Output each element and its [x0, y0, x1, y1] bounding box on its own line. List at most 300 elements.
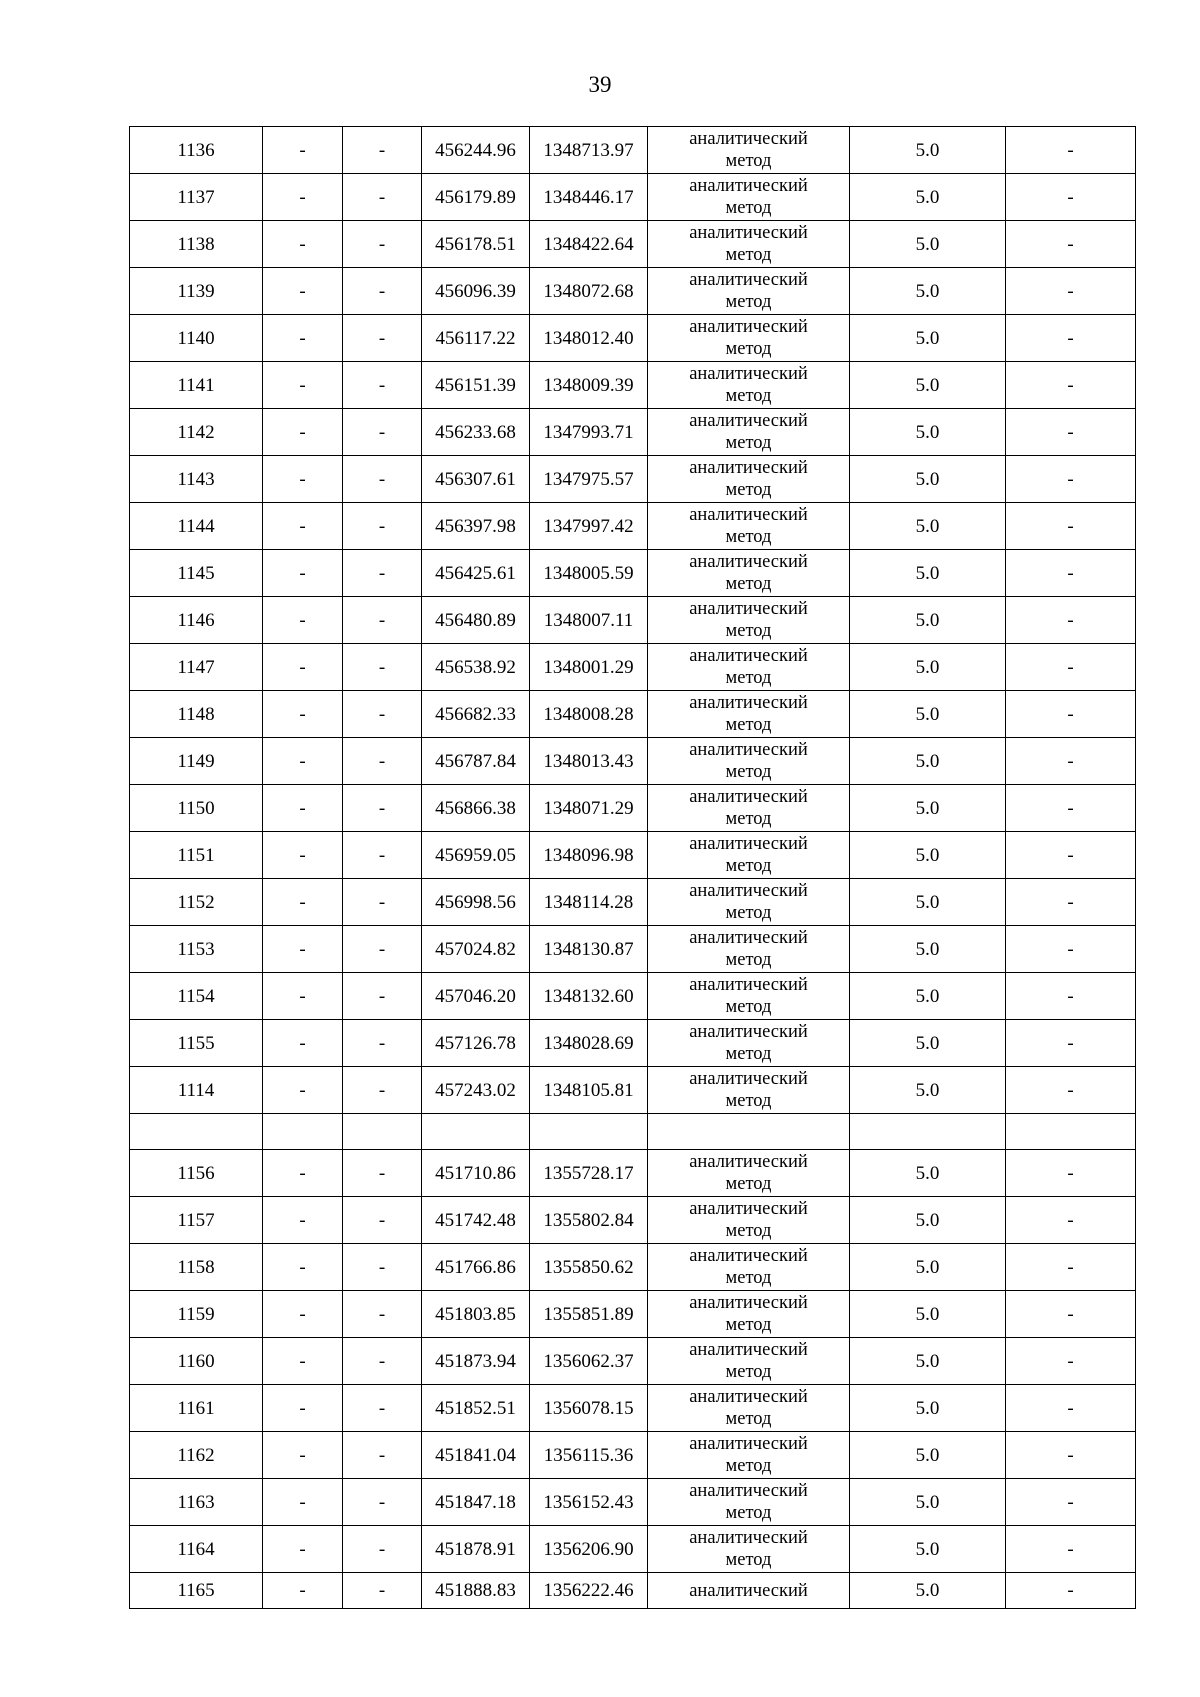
- method-line-1: аналитический: [689, 646, 808, 666]
- point-number-cell: 1141: [130, 362, 263, 409]
- column-3-cell: -: [343, 644, 422, 691]
- empty-cell: [263, 1114, 343, 1150]
- column-2-cell: -: [263, 832, 343, 879]
- point-number-cell: 1136: [130, 127, 263, 174]
- method-cell: [648, 1150, 850, 1197]
- table-row: [130, 644, 1136, 691]
- x-coordinate-cell: 451888.83: [422, 1573, 530, 1609]
- point-number-cell: 1143: [130, 456, 263, 503]
- method-line-2: метод: [725, 1315, 772, 1335]
- accuracy-cell: 5.0: [850, 315, 1006, 362]
- y-coordinate-cell: 1348446.17: [530, 174, 648, 221]
- column-8-cell: -: [1006, 1479, 1136, 1526]
- method-line-1: аналитический: [689, 223, 808, 243]
- empty-cell: [343, 1114, 422, 1150]
- column-2-cell: -: [263, 362, 343, 409]
- method-line-1: аналитический: [689, 740, 808, 760]
- blank-row: [130, 1114, 1136, 1150]
- y-coordinate-cell: 1347993.71: [530, 409, 648, 456]
- y-coordinate-cell: 1348105.81: [530, 1067, 648, 1114]
- accuracy-cell: 5.0: [850, 1338, 1006, 1385]
- table-row: [130, 879, 1136, 926]
- method-line-1: аналитический: [689, 1434, 808, 1454]
- method-line-1: аналитический: [689, 787, 808, 807]
- accuracy-cell: 5.0: [850, 597, 1006, 644]
- column-2-cell: -: [263, 174, 343, 221]
- column-8-cell: -: [1006, 550, 1136, 597]
- x-coordinate-cell: 457126.78: [422, 1020, 530, 1067]
- column-2-cell: -: [263, 1020, 343, 1067]
- column-8-cell: -: [1006, 832, 1136, 879]
- column-2-cell: -: [263, 550, 343, 597]
- table-row: [130, 315, 1136, 362]
- column-8-cell: -: [1006, 268, 1136, 315]
- column-8-cell: -: [1006, 362, 1136, 409]
- method-cell: [648, 926, 850, 973]
- point-number-cell: 1162: [130, 1432, 263, 1479]
- column-3-cell: -: [343, 926, 422, 973]
- y-coordinate-cell: 1347975.57: [530, 456, 648, 503]
- x-coordinate-cell: 451852.51: [422, 1385, 530, 1432]
- accuracy-cell: 5.0: [850, 785, 1006, 832]
- column-2-cell: -: [263, 1067, 343, 1114]
- x-coordinate-cell: 456959.05: [422, 832, 530, 879]
- method-line-2: метод: [725, 1044, 772, 1064]
- method-line-2: метод: [725, 950, 772, 970]
- method-line-1: аналитический: [689, 928, 808, 948]
- table-row: [130, 174, 1136, 221]
- method-line-2: метод: [725, 1550, 772, 1570]
- method-line-1: аналитический: [689, 505, 808, 525]
- method-cell: [648, 409, 850, 456]
- method-line-2: метод: [725, 1221, 772, 1241]
- column-2-cell: -: [263, 503, 343, 550]
- x-coordinate-cell: 451803.85: [422, 1291, 530, 1338]
- point-number-cell: 1137: [130, 174, 263, 221]
- x-coordinate-cell: 457046.20: [422, 973, 530, 1020]
- point-number-cell: 1151: [130, 832, 263, 879]
- point-number-cell: 1142: [130, 409, 263, 456]
- column-3-cell: -: [343, 127, 422, 174]
- column-2-cell: -: [263, 409, 343, 456]
- y-coordinate-cell: 1348114.28: [530, 879, 648, 926]
- table-row: [130, 1150, 1136, 1197]
- column-8-cell: -: [1006, 879, 1136, 926]
- method-line-2: метод: [725, 762, 772, 782]
- y-coordinate-cell: 1348009.39: [530, 362, 648, 409]
- table-row: [130, 221, 1136, 268]
- y-coordinate-cell: 1348028.69: [530, 1020, 648, 1067]
- column-8-cell: -: [1006, 409, 1136, 456]
- method-line-1: аналитический: [689, 834, 808, 854]
- method-cell: [648, 362, 850, 409]
- point-number-cell: 1163: [130, 1479, 263, 1526]
- method-cell: [648, 1067, 850, 1114]
- y-coordinate-cell: 1356115.36: [530, 1432, 648, 1479]
- method-cell: [648, 1338, 850, 1385]
- accuracy-cell: 5.0: [850, 738, 1006, 785]
- column-2-cell: -: [263, 1150, 343, 1197]
- column-8-cell: -: [1006, 221, 1136, 268]
- method-line-2: метод: [725, 809, 772, 829]
- method-line-2: метод: [725, 621, 772, 641]
- method-line-2: метод: [725, 292, 772, 312]
- table-row: [130, 973, 1136, 1020]
- method-line-2: метод: [725, 715, 772, 735]
- method-line-2: метод: [725, 386, 772, 406]
- x-coordinate-cell: 451710.86: [422, 1150, 530, 1197]
- column-2-cell: -: [263, 926, 343, 973]
- y-coordinate-cell: 1348072.68: [530, 268, 648, 315]
- method-line-2: метод: [725, 480, 772, 500]
- method-cell: [648, 597, 850, 644]
- y-coordinate-cell: 1348008.28: [530, 691, 648, 738]
- column-8-cell: -: [1006, 1020, 1136, 1067]
- column-3-cell: -: [343, 738, 422, 785]
- point-number-cell: 1164: [130, 1526, 263, 1573]
- y-coordinate-cell: 1348713.97: [530, 127, 648, 174]
- method-cell: [648, 127, 850, 174]
- method-line-1: аналитический: [689, 129, 808, 149]
- accuracy-cell: 5.0: [850, 456, 1006, 503]
- accuracy-cell: 5.0: [850, 832, 1006, 879]
- column-2-cell: -: [263, 1385, 343, 1432]
- method-line-2: метод: [725, 574, 772, 594]
- column-3-cell: -: [343, 1338, 422, 1385]
- y-coordinate-cell: 1348071.29: [530, 785, 648, 832]
- x-coordinate-cell: 451878.91: [422, 1526, 530, 1573]
- method-cell: [648, 1573, 850, 1609]
- accuracy-cell: 5.0: [850, 1150, 1006, 1197]
- method-line-1: аналитический: [689, 1152, 808, 1172]
- method-cell: [648, 550, 850, 597]
- table-row: [130, 1479, 1136, 1526]
- column-8-cell: -: [1006, 1385, 1136, 1432]
- accuracy-cell: 5.0: [850, 1526, 1006, 1573]
- x-coordinate-cell: 451766.86: [422, 1244, 530, 1291]
- accuracy-cell: 5.0: [850, 879, 1006, 926]
- column-8-cell: -: [1006, 738, 1136, 785]
- method-cell: [648, 456, 850, 503]
- column-8-cell: -: [1006, 1432, 1136, 1479]
- column-8-cell: -: [1006, 1291, 1136, 1338]
- accuracy-cell: 5.0: [850, 1573, 1006, 1609]
- point-number-cell: 1145: [130, 550, 263, 597]
- column-8-cell: -: [1006, 456, 1136, 503]
- column-8-cell: -: [1006, 503, 1136, 550]
- table-row: [130, 503, 1136, 550]
- column-2-cell: -: [263, 738, 343, 785]
- column-8-cell: -: [1006, 315, 1136, 362]
- column-2-cell: -: [263, 785, 343, 832]
- accuracy-cell: 5.0: [850, 1020, 1006, 1067]
- accuracy-cell: 5.0: [850, 926, 1006, 973]
- table-row: [130, 1244, 1136, 1291]
- x-coordinate-cell: 456787.84: [422, 738, 530, 785]
- method-cell: [648, 879, 850, 926]
- method-line-2: метод: [725, 245, 772, 265]
- column-2-cell: -: [263, 456, 343, 503]
- column-8-cell: -: [1006, 1197, 1136, 1244]
- column-2-cell: -: [263, 597, 343, 644]
- column-2-cell: -: [263, 1291, 343, 1338]
- empty-cell: [130, 1114, 263, 1150]
- y-coordinate-cell: 1348013.43: [530, 738, 648, 785]
- table-row: [130, 550, 1136, 597]
- point-number-cell: 1165: [130, 1573, 263, 1609]
- x-coordinate-cell: 451847.18: [422, 1479, 530, 1526]
- point-number-cell: 1152: [130, 879, 263, 926]
- accuracy-cell: 5.0: [850, 1244, 1006, 1291]
- column-3-cell: -: [343, 315, 422, 362]
- column-2-cell: -: [263, 127, 343, 174]
- table-row: [130, 597, 1136, 644]
- method-cell: [648, 1291, 850, 1338]
- column-3-cell: -: [343, 1526, 422, 1573]
- column-3-cell: -: [343, 409, 422, 456]
- method-line-2: метод: [725, 1362, 772, 1382]
- page-number: 39: [588, 72, 612, 97]
- column-2-cell: -: [263, 1526, 343, 1573]
- y-coordinate-cell: 1356206.90: [530, 1526, 648, 1573]
- x-coordinate-cell: 456117.22: [422, 315, 530, 362]
- y-coordinate-cell: 1356152.43: [530, 1479, 648, 1526]
- column-8-cell: -: [1006, 597, 1136, 644]
- method-line-2: метод: [725, 151, 772, 171]
- method-cell: [648, 268, 850, 315]
- method-line-2: метод: [725, 527, 772, 547]
- accuracy-cell: 5.0: [850, 1067, 1006, 1114]
- table-row: [130, 1573, 1136, 1609]
- y-coordinate-cell: 1356222.46: [530, 1573, 648, 1609]
- column-2-cell: -: [263, 1432, 343, 1479]
- method-cell: [648, 221, 850, 268]
- method-cell: [648, 1020, 850, 1067]
- x-coordinate-cell: 456538.92: [422, 644, 530, 691]
- x-coordinate-cell: 451742.48: [422, 1197, 530, 1244]
- table-row: [130, 456, 1136, 503]
- accuracy-cell: 5.0: [850, 644, 1006, 691]
- column-2-cell: -: [263, 691, 343, 738]
- column-3-cell: -: [343, 785, 422, 832]
- method-line-1: аналитический: [689, 552, 808, 572]
- column-3-cell: -: [343, 832, 422, 879]
- point-number-cell: 1158: [130, 1244, 263, 1291]
- column-2-cell: -: [263, 879, 343, 926]
- y-coordinate-cell: 1348096.98: [530, 832, 648, 879]
- method-cell: [648, 503, 850, 550]
- empty-cell: [530, 1114, 648, 1150]
- column-3-cell: -: [343, 973, 422, 1020]
- accuracy-cell: 5.0: [850, 1291, 1006, 1338]
- y-coordinate-cell: 1355728.17: [530, 1150, 648, 1197]
- method-cell: [648, 1526, 850, 1573]
- y-coordinate-cell: 1356078.15: [530, 1385, 648, 1432]
- column-8-cell: -: [1006, 174, 1136, 221]
- column-3-cell: -: [343, 1244, 422, 1291]
- x-coordinate-cell: 456425.61: [422, 550, 530, 597]
- column-3-cell: -: [343, 1197, 422, 1244]
- column-2-cell: -: [263, 221, 343, 268]
- method-line-1: аналитический: [689, 1340, 808, 1360]
- column-3-cell: -: [343, 174, 422, 221]
- method-line-1: аналитический: [689, 270, 808, 290]
- column-2-cell: -: [263, 1573, 343, 1609]
- x-coordinate-cell: 456480.89: [422, 597, 530, 644]
- table-row: [130, 268, 1136, 315]
- column-3-cell: -: [343, 1067, 422, 1114]
- method-line-1: аналитический: [689, 176, 808, 196]
- column-8-cell: -: [1006, 926, 1136, 973]
- point-number-cell: 1157: [130, 1197, 263, 1244]
- column-8-cell: -: [1006, 127, 1136, 174]
- y-coordinate-cell: 1348007.11: [530, 597, 648, 644]
- method-cell: [648, 832, 850, 879]
- empty-cell: [648, 1114, 850, 1150]
- method-cell: [648, 644, 850, 691]
- table-row: [130, 1020, 1136, 1067]
- table-row: [130, 1291, 1136, 1338]
- method-cell: [648, 1244, 850, 1291]
- point-number-cell: 1144: [130, 503, 263, 550]
- column-3-cell: -: [343, 1479, 422, 1526]
- table-row: [130, 362, 1136, 409]
- column-8-cell: -: [1006, 785, 1136, 832]
- accuracy-cell: 5.0: [850, 1479, 1006, 1526]
- column-8-cell: -: [1006, 1573, 1136, 1609]
- point-number-cell: 1161: [130, 1385, 263, 1432]
- table-row: [130, 1432, 1136, 1479]
- column-2-cell: -: [263, 1244, 343, 1291]
- accuracy-cell: 5.0: [850, 1197, 1006, 1244]
- accuracy-cell: 5.0: [850, 691, 1006, 738]
- table-row: [130, 1338, 1136, 1385]
- point-number-cell: 1147: [130, 644, 263, 691]
- table-row: [130, 1197, 1136, 1244]
- method-line-2: метод: [725, 1174, 772, 1194]
- method-line-1: аналитический: [689, 1481, 808, 1501]
- x-coordinate-cell: 457024.82: [422, 926, 530, 973]
- point-number-cell: 1153: [130, 926, 263, 973]
- method-line-1: аналитический: [689, 1387, 808, 1407]
- x-coordinate-cell: 456682.33: [422, 691, 530, 738]
- x-coordinate-cell: 456179.89: [422, 174, 530, 221]
- y-coordinate-cell: 1356062.37: [530, 1338, 648, 1385]
- point-number-cell: 1139: [130, 268, 263, 315]
- column-3-cell: -: [343, 456, 422, 503]
- accuracy-cell: 5.0: [850, 1385, 1006, 1432]
- accuracy-cell: 5.0: [850, 409, 1006, 456]
- method-line-2: метод: [725, 1091, 772, 1111]
- method-line-2: метод: [725, 198, 772, 218]
- point-number-cell: 1156: [130, 1150, 263, 1197]
- table-row: [130, 127, 1136, 174]
- column-3-cell: -: [343, 691, 422, 738]
- method-line-2: метод: [725, 1268, 772, 1288]
- column-2-cell: -: [263, 1338, 343, 1385]
- x-coordinate-cell: 456178.51: [422, 221, 530, 268]
- column-8-cell: -: [1006, 644, 1136, 691]
- table-row: [130, 1385, 1136, 1432]
- method-cell: [648, 691, 850, 738]
- table-row: [130, 832, 1136, 879]
- y-coordinate-cell: 1348012.40: [530, 315, 648, 362]
- table-row: [130, 785, 1136, 832]
- table-row: [130, 738, 1136, 785]
- column-3-cell: -: [343, 1432, 422, 1479]
- table-row: [130, 1067, 1136, 1114]
- point-number-cell: 1149: [130, 738, 263, 785]
- point-number-cell: 1114: [130, 1067, 263, 1114]
- method-line-2: метод: [725, 1409, 772, 1429]
- method-line-2: метод: [725, 433, 772, 453]
- method-line-1: аналитический: [689, 975, 808, 995]
- y-coordinate-cell: 1347997.42: [530, 503, 648, 550]
- method-line-1: аналитический: [689, 411, 808, 431]
- method-line-2: метод: [725, 1456, 772, 1476]
- point-number-cell: 1155: [130, 1020, 263, 1067]
- y-coordinate-cell: 1348132.60: [530, 973, 648, 1020]
- column-8-cell: -: [1006, 1067, 1136, 1114]
- accuracy-cell: 5.0: [850, 550, 1006, 597]
- point-number-cell: 1159: [130, 1291, 263, 1338]
- x-coordinate-cell: 457243.02: [422, 1067, 530, 1114]
- accuracy-cell: 5.0: [850, 174, 1006, 221]
- column-3-cell: -: [343, 1385, 422, 1432]
- column-2-cell: -: [263, 973, 343, 1020]
- x-coordinate-cell: 456233.68: [422, 409, 530, 456]
- method-line-2: метод: [725, 903, 772, 923]
- method-line-1: аналитический: [689, 881, 808, 901]
- method-line-1: аналитический: [689, 1199, 808, 1219]
- column-2-cell: -: [263, 315, 343, 362]
- y-coordinate-cell: 1348130.87: [530, 926, 648, 973]
- method-line-1: аналитический: [689, 1293, 808, 1313]
- accuracy-cell: 5.0: [850, 1432, 1006, 1479]
- method-cell: [648, 174, 850, 221]
- accuracy-cell: 5.0: [850, 221, 1006, 268]
- column-3-cell: -: [343, 597, 422, 644]
- table-body: [130, 127, 1136, 1609]
- point-number-cell: 1140: [130, 315, 263, 362]
- point-number-cell: 1150: [130, 785, 263, 832]
- point-number-cell: 1146: [130, 597, 263, 644]
- method-cell: [648, 1385, 850, 1432]
- column-3-cell: -: [343, 1291, 422, 1338]
- column-2-cell: -: [263, 1197, 343, 1244]
- column-3-cell: -: [343, 221, 422, 268]
- x-coordinate-cell: 451841.04: [422, 1432, 530, 1479]
- y-coordinate-cell: 1355802.84: [530, 1197, 648, 1244]
- column-3-cell: -: [343, 503, 422, 550]
- table-row: [130, 1526, 1136, 1573]
- method-line-1: аналитический: [689, 1528, 808, 1548]
- method-cell: [648, 973, 850, 1020]
- column-3-cell: -: [343, 1573, 422, 1609]
- column-3-cell: -: [343, 550, 422, 597]
- x-coordinate-cell: 456998.56: [422, 879, 530, 926]
- method-cell: [648, 785, 850, 832]
- point-number-cell: 1154: [130, 973, 263, 1020]
- empty-cell: [1006, 1114, 1136, 1150]
- method-line-1: аналитический: [689, 1069, 808, 1089]
- column-8-cell: -: [1006, 1244, 1136, 1291]
- table-row: [130, 926, 1136, 973]
- x-coordinate-cell: 456244.96: [422, 127, 530, 174]
- method-line-1: аналитический: [689, 1580, 808, 1601]
- column-2-cell: -: [263, 268, 343, 315]
- x-coordinate-cell: 451873.94: [422, 1338, 530, 1385]
